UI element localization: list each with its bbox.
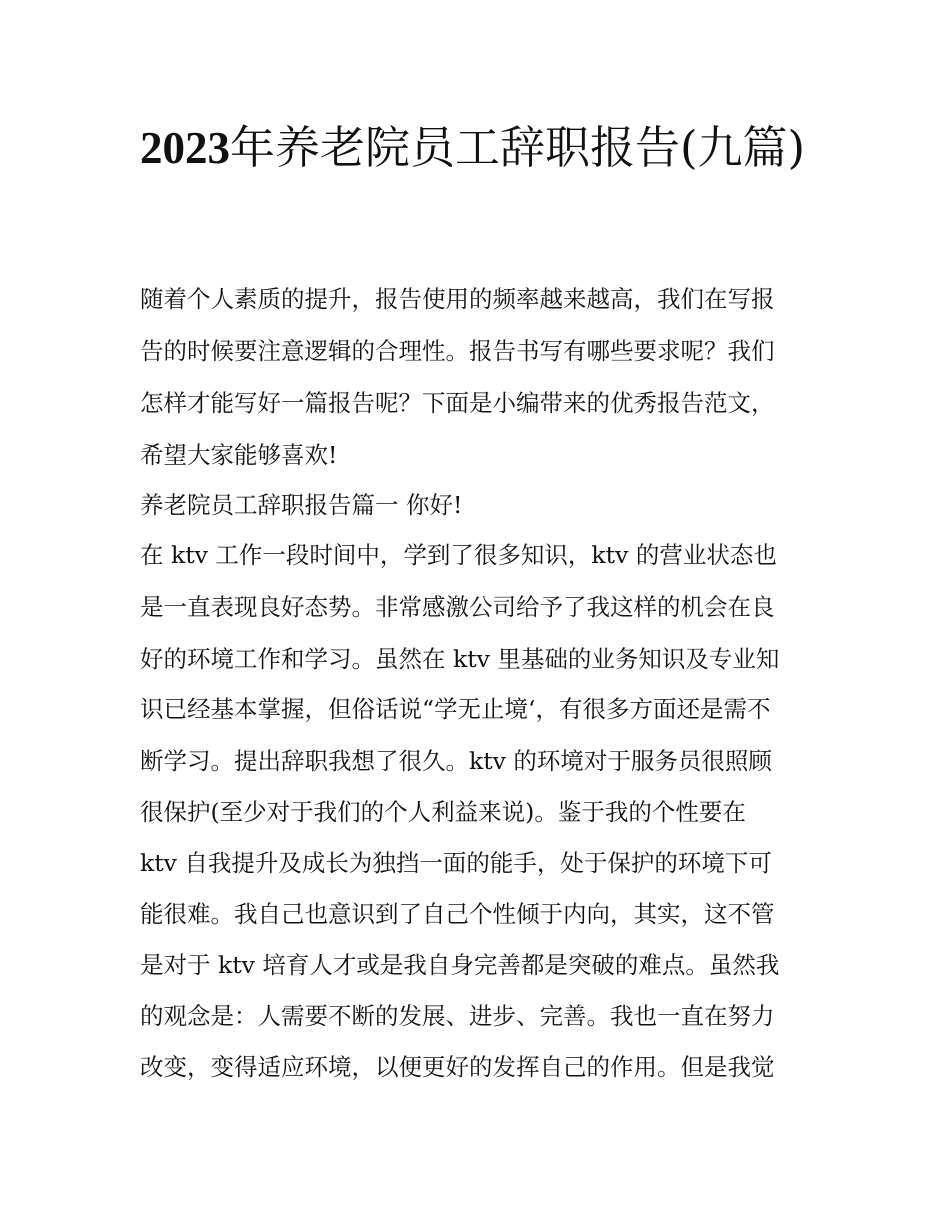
title-text: 年养老院员工辞职报告(九篇) — [230, 121, 806, 174]
paragraph-line: 随着个人素质的提升，报告使用的频率越来越高，我们在写报 — [140, 285, 775, 313]
paragraph-line: 怎样才能写好一篇报告呢？下面是小编带来的优秀报告范文， — [140, 389, 775, 417]
paragraph-line: 能很难。我自己也意识到了自己个性倾于内向，其实，这不管 — [140, 900, 775, 928]
paragraph-line: 告的时候要注意逻辑的合理性。报告书写有哪些要求呢？我们 — [140, 337, 775, 365]
paragraph-line: 好的环境工作和学习。虽然在 ktv 里基础的业务知识及专业知 — [140, 645, 780, 673]
paragraph-line: 改变，变得适应环境，以便更好的发挥自己的作用。但是我觉 — [140, 1053, 775, 1081]
paragraph-line: 是对于 ktv 培育人才或是我自身完善都是突破的难点。虽然我 — [140, 951, 780, 979]
document-title — [140, 112, 830, 184]
paragraph-line: 在 ktv 工作一段时间中，学到了很多知识，ktv 的营业状态也 — [140, 541, 777, 569]
paragraph-line: ktv 自我提升及成长为独挡一面的能手，处于保护的环境下可 — [140, 849, 772, 877]
paragraph-line: 识已经基本掌握，但俗话说“学无止境‘，有很多方面还是需不 — [140, 695, 771, 723]
paragraph-line: 希望大家能够喜欢! — [140, 441, 338, 469]
section-heading: 养老院员工辞职报告篇一 你好! — [140, 491, 463, 519]
paragraph-line: 的观念是：人需要不断的发展、进步、完善。我也一直在努力 — [140, 1002, 775, 1030]
paragraph-line: 断学习。提出辞职我想了很久。ktv 的环境对于服务员很照顾 — [140, 747, 772, 775]
paragraph-line: 很保护(至少对于我们的个人利益来说)。鉴于我的个性要在 — [140, 798, 746, 826]
title-year: 2023 — [140, 123, 230, 173]
paragraph-line: 是一直表现良好态势。非常感激公司给予了我这样的机会在良 — [140, 593, 775, 621]
